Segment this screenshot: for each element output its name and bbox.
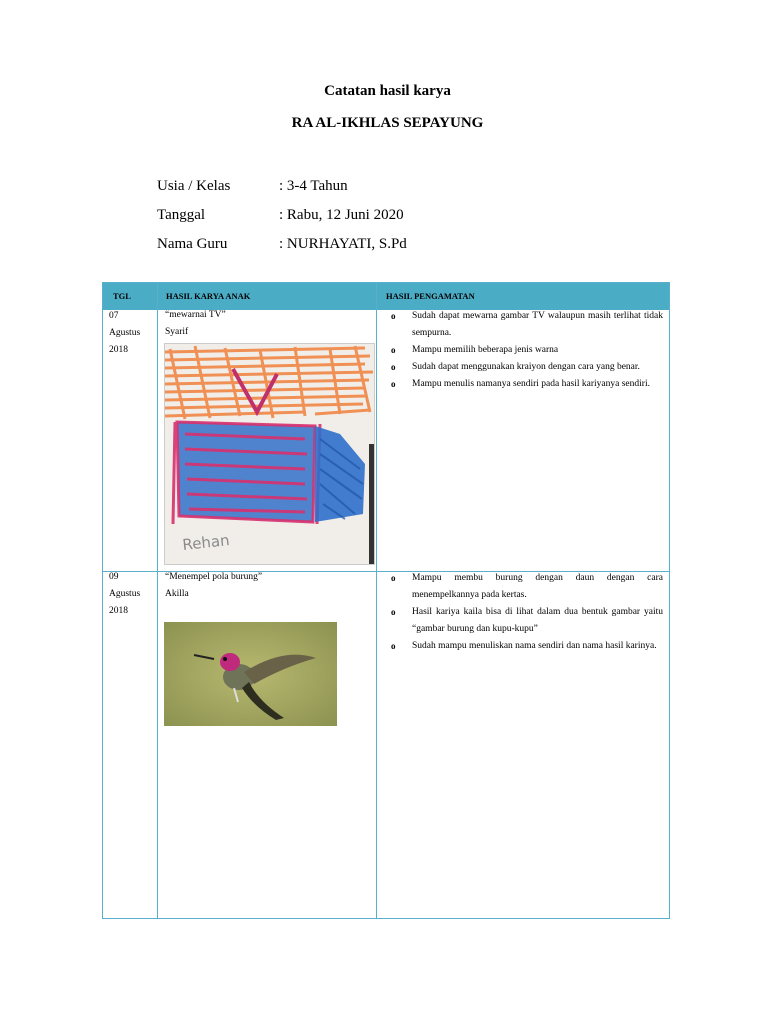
info-label: Tanggal xyxy=(157,207,206,223)
row2-activity: “Menempel pola burung” Akilla xyxy=(165,572,263,599)
observation-item: o Sudah mampu menuliskan nama sendiri dan nama hasil karinya. xyxy=(385,638,663,655)
row1-activity: “mewarnai TV” Syarif xyxy=(165,310,226,337)
info-value: : Rabu, 12 Juni 2020 xyxy=(279,207,404,223)
header-pengamatan: HASIL PENGAMATAN xyxy=(386,291,475,301)
row2-date: 09 Agustus 2018 xyxy=(109,572,141,616)
column-divider xyxy=(376,283,377,918)
row1-observations xyxy=(385,308,663,393)
observation-item: o Sudah dapat menggunakan kraiyon dengan cara yang benar. xyxy=(385,359,663,376)
info-value: : 3-4 Tahun xyxy=(279,178,348,194)
observation-item: o Mampu membu burung dengan daun dengan cara menempelkannya pada kertas. xyxy=(385,570,663,604)
observation-item: o Sudah dapat mewarna gambar TV walaupun masih terlihat tidak sempurna. xyxy=(385,308,663,342)
observation-item: o Hasil kariya kaila bisa di lihat dalam dua bentuk gambar yaitu “gambar burung dan kupu-kupu” xyxy=(385,604,663,638)
info-label: Usia / Kelas xyxy=(157,178,231,194)
document-title: Catatan hasil karya xyxy=(324,83,451,99)
header-karya: HASIL KARYA ANAK xyxy=(166,291,251,301)
row2-observations xyxy=(385,570,663,655)
info-label: Nama Guru xyxy=(157,236,228,252)
row1-date: 07 Agustus 2018 xyxy=(109,311,141,355)
crayon-tv-drawing xyxy=(164,343,375,565)
results-table xyxy=(102,282,670,919)
observation-item: o Mampu menulis namanya sendiri pada hasil kariyanya sendiri. xyxy=(385,376,663,393)
school-name: RA AL-IKHLAS SEPAYUNG xyxy=(291,115,484,131)
observation-item: o Mampu memilih beberapa jenis warna xyxy=(385,342,663,359)
hummingbird-photo xyxy=(164,622,337,726)
info-value: : NURHAYATI, S.Pd xyxy=(279,236,407,252)
drawing-signature: Rehan xyxy=(181,531,231,554)
header-tgl: TGL xyxy=(113,291,131,301)
column-divider xyxy=(157,283,158,918)
